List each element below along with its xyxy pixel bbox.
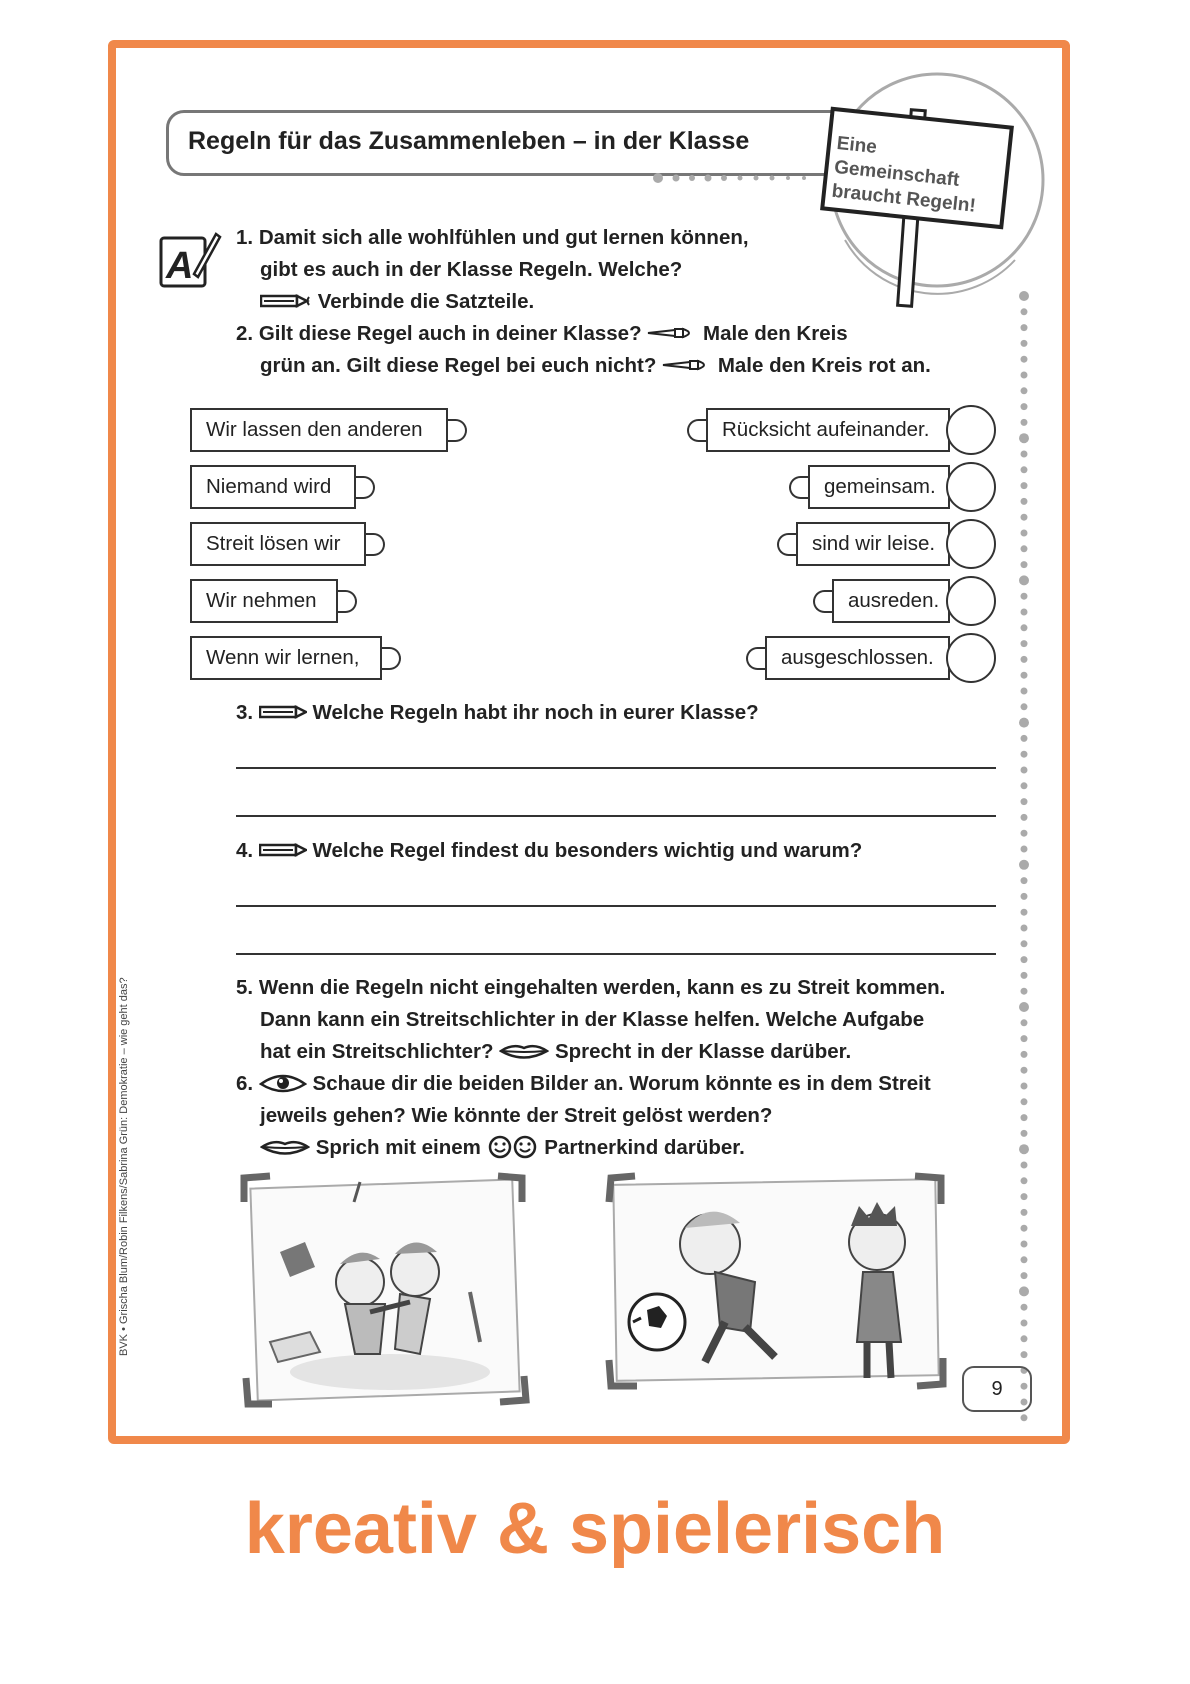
color-circle-4[interactable] (946, 576, 996, 626)
brush-icon (647, 326, 697, 340)
dot (1021, 1414, 1028, 1421)
task-1-line-1: Damit sich alle wohlfühlen und gut lernen können, (258, 226, 749, 249)
eye-icon (259, 1072, 307, 1094)
left-part-5[interactable]: Wenn wir lernen, (190, 636, 382, 680)
dot (1021, 1335, 1028, 1342)
task-5-number: 5. (236, 976, 254, 999)
dot (1021, 1130, 1028, 1137)
dot (1021, 751, 1028, 758)
task-1-line-3: Verbinde die Satzteile. (317, 290, 535, 313)
color-circle-3[interactable] (946, 519, 996, 569)
dot (1021, 1035, 1028, 1042)
dot (1021, 735, 1028, 742)
dot (1021, 514, 1028, 521)
dot (1021, 1241, 1028, 1248)
dot (1019, 860, 1029, 870)
svg-text:A: A (166, 245, 194, 287)
right-connector-2[interactable] (789, 476, 808, 499)
right-part-2[interactable]: gemeinsam. (808, 465, 950, 509)
dot (1021, 387, 1028, 394)
task-5-line-1: Wenn die Regeln nicht eingehalten werden, kann es zu Streit kommen. (258, 976, 946, 999)
sign-line-3: braucht Regeln! (830, 180, 977, 217)
dot (1021, 672, 1028, 679)
dot (1021, 798, 1028, 805)
left-part-4[interactable]: Wir nehmen (190, 579, 338, 623)
dot (1021, 703, 1028, 710)
dot (1021, 640, 1028, 647)
task-1-number: 1. (236, 226, 254, 249)
task-5 (236, 972, 945, 1068)
dot (1021, 846, 1028, 853)
task-1 (236, 222, 749, 318)
task-2-line-2: grün an. Gilt diese Regel bei euch nicht? (260, 354, 657, 377)
dot (1021, 1162, 1028, 1169)
dot (1021, 1272, 1028, 1279)
dot (1019, 718, 1029, 728)
task-2-line-1: Gilt diese Regel auch in deiner Klasse? (258, 322, 642, 345)
sign-text (830, 132, 981, 219)
dot (1021, 1304, 1028, 1311)
page-number: 9 (962, 1366, 1032, 1412)
sign-line-2: Gemeinschaft (833, 156, 961, 191)
task-1-line-2: gibt es auch in der Klasse Regeln. Welche? (260, 258, 683, 281)
dot (1021, 530, 1028, 537)
dot (1021, 545, 1028, 552)
dot (1021, 1320, 1028, 1327)
dot (1021, 688, 1028, 695)
task-4 (236, 835, 862, 867)
task-5-line-3a: hat ein Streitschlichter? (260, 1040, 494, 1063)
dot (1021, 466, 1028, 473)
dot (1021, 1067, 1028, 1074)
dot (1021, 988, 1028, 995)
dot (1019, 1002, 1029, 1012)
dot (1021, 925, 1028, 932)
dot (1021, 1177, 1028, 1184)
dot (1021, 1256, 1028, 1263)
left-part-3[interactable]: Streit lösen wir (190, 522, 366, 566)
right-part-3[interactable]: sind wir leise. (796, 522, 950, 566)
task-5-line-2: Dann kann ein Streitschlichter in der Klasse helfen. Welche Aufgabe (260, 1008, 925, 1031)
dot (1021, 972, 1028, 979)
dot (1021, 1209, 1028, 1216)
brush-icon (662, 358, 712, 372)
right-part-5[interactable]: ausgeschlossen. (765, 636, 950, 680)
dot (1021, 1225, 1028, 1232)
left-part-2[interactable]: Niemand wird (190, 465, 356, 509)
dot (1021, 403, 1028, 410)
task-6-line-2: jeweils gehen? Wie könnte der Streit gelöst werden? (260, 1104, 773, 1127)
task-logo-icon (158, 228, 222, 292)
decorative-dots (652, 172, 812, 184)
dot (1021, 451, 1028, 458)
mouth-icon (260, 1138, 310, 1156)
left-part-1[interactable]: Wir lassen den anderen (190, 408, 448, 452)
pencil-icon (259, 842, 307, 858)
dot (1021, 893, 1028, 900)
task-2-number: 2. (236, 322, 254, 345)
dot (1021, 1051, 1028, 1058)
task-2-line-1b: Male den Kreis (703, 322, 848, 345)
dot (1021, 1083, 1028, 1090)
dot (1019, 291, 1029, 301)
task-6-number: 6. (236, 1072, 254, 1095)
illustration-football-dispute (605, 1172, 950, 1394)
dot (1021, 340, 1028, 347)
dot (1021, 814, 1028, 821)
dot (1021, 609, 1028, 616)
pencil-icon (260, 293, 312, 309)
illustration-fighting-kids (240, 1172, 530, 1412)
right-part-4[interactable]: ausreden. (832, 579, 950, 623)
task-3-text: Welche Regeln habt ihr noch in eurer Klasse? (312, 701, 759, 724)
dot (1019, 1286, 1029, 1296)
right-connector-5[interactable] (746, 647, 765, 670)
color-circle-2[interactable] (946, 462, 996, 512)
sidebar-credit: BVK • Grischa Blum/Robin Filkens/Sabrina Grün: Demokratie – wie geht das? (118, 977, 130, 1356)
answer-line-3b[interactable] (236, 815, 996, 817)
dot (1021, 308, 1028, 315)
dot (1021, 419, 1028, 426)
task-6 (236, 1068, 931, 1164)
task-5-line-3b: Sprecht in der Klasse darüber. (554, 1040, 852, 1063)
dot (1021, 877, 1028, 884)
task-4-text: Welche Regel findest du besonders wichtig und warum? (312, 839, 863, 862)
dot (1021, 1193, 1028, 1200)
slogan: kreativ & spielerisch (244, 1489, 946, 1569)
dot (1021, 909, 1028, 916)
answer-line-3a[interactable] (236, 767, 996, 769)
task-3-number: 3. (236, 701, 254, 724)
dot (1019, 1144, 1029, 1154)
answer-line-4b[interactable] (236, 953, 996, 955)
dot (1021, 324, 1028, 331)
task-6-line-3b: Partnerkind darüber. (544, 1136, 745, 1159)
dot (1021, 624, 1028, 631)
dot (1021, 956, 1028, 963)
vertical-dot-line (1018, 290, 1030, 1430)
answer-line-4a[interactable] (236, 905, 996, 907)
dot (1019, 575, 1029, 585)
sign-line-1: Eine (835, 132, 878, 159)
color-circle-1[interactable] (946, 405, 996, 455)
task-6-line-3a: Sprich mit einem (315, 1136, 481, 1159)
task-2-line-2b: Male den Kreis rot an. (717, 354, 931, 377)
dot (1021, 656, 1028, 663)
pencil-icon (259, 704, 307, 720)
task-6-line-1: Schaue dir die beiden Bilder an. Worum könnte es in dem Streit (312, 1072, 931, 1095)
right-connector-4[interactable] (813, 590, 832, 613)
right-connector-1[interactable] (687, 419, 706, 442)
task-3 (236, 697, 759, 729)
right-connector-3[interactable] (777, 533, 796, 556)
dot (1021, 561, 1028, 568)
dot (1021, 1351, 1028, 1358)
dot (1021, 356, 1028, 363)
dot (1021, 1019, 1028, 1026)
task-4-number: 4. (236, 839, 254, 862)
right-part-1[interactable]: Rücksicht aufeinander. (706, 408, 950, 452)
dot (1019, 433, 1029, 443)
smiley-icon (487, 1135, 539, 1159)
mouth-icon (499, 1042, 549, 1060)
dot (1021, 593, 1028, 600)
page-title: Regeln für das Zusammenleben – in der Klasse (188, 127, 750, 155)
color-circle-5[interactable] (946, 633, 996, 683)
dot (1021, 940, 1028, 947)
task-2 (236, 318, 931, 382)
dot (1021, 782, 1028, 789)
dot (1021, 1098, 1028, 1105)
dot (1021, 830, 1028, 837)
dot (1021, 372, 1028, 379)
dot (1021, 1114, 1028, 1121)
dot (1021, 767, 1028, 774)
dot (1021, 498, 1028, 505)
dot (1021, 482, 1028, 489)
